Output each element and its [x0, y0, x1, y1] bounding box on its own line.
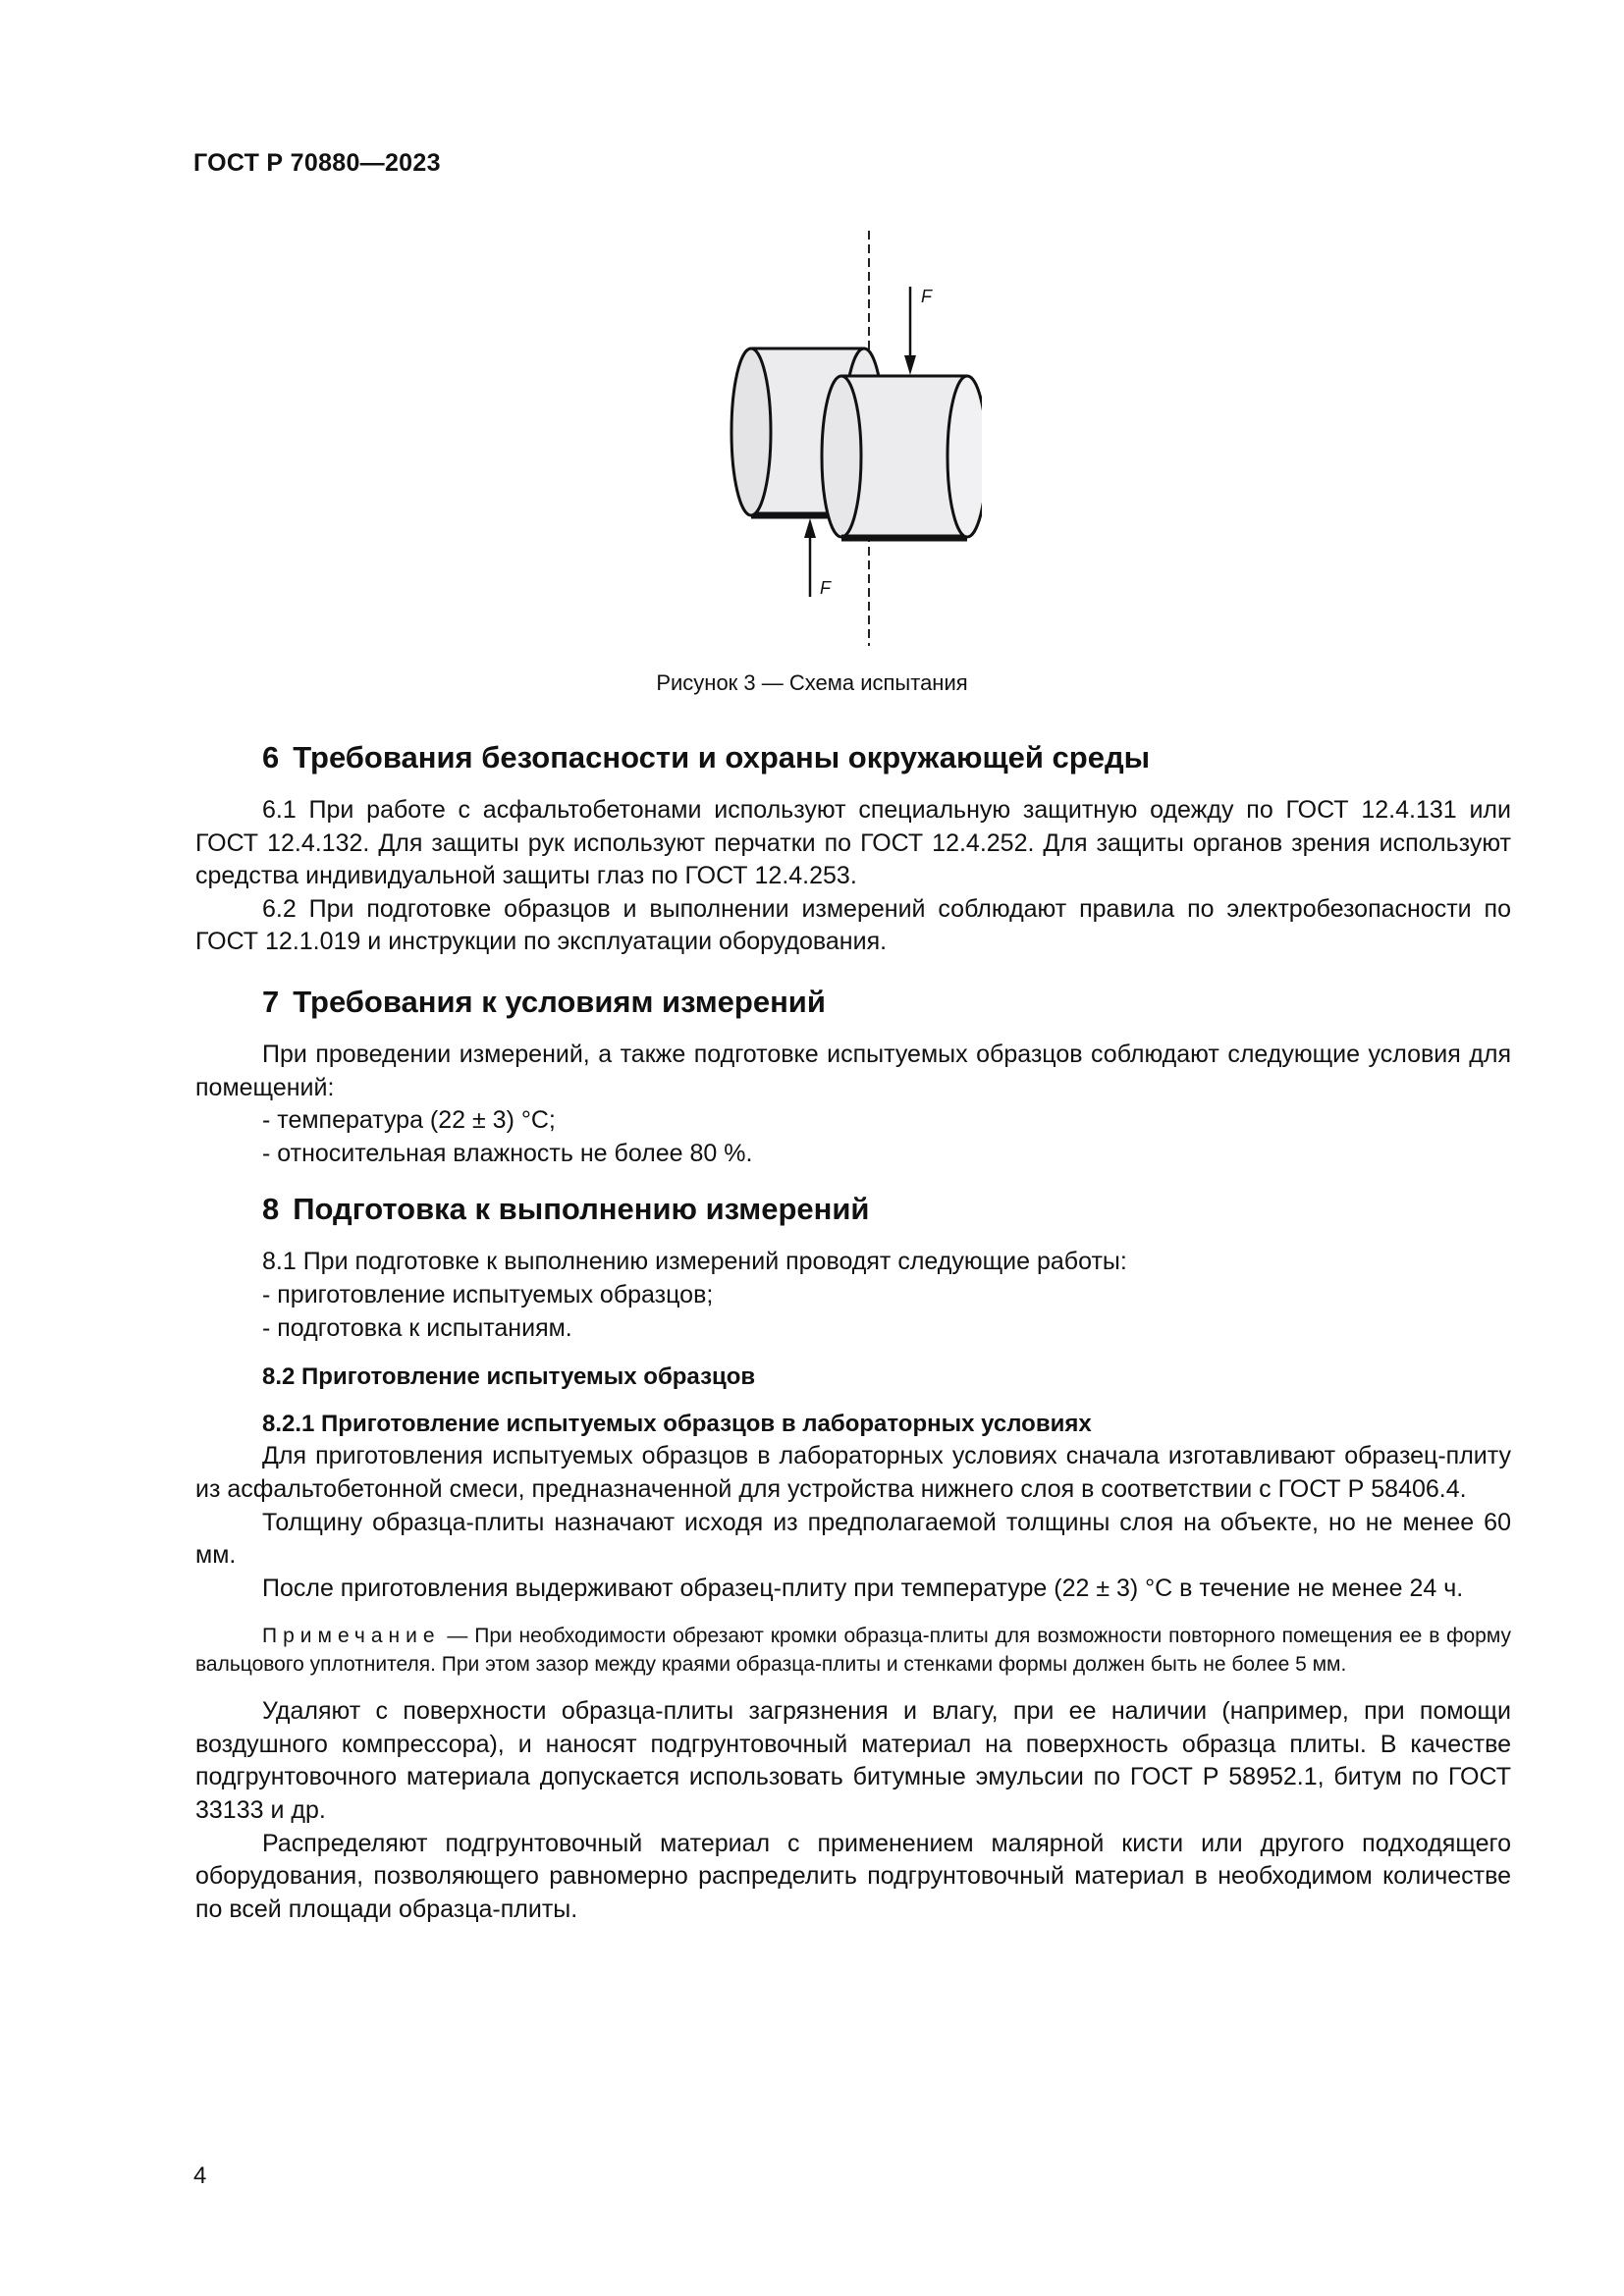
document-header: ГОСТ Р 70880—2023: [193, 149, 441, 177]
force-arrow-top: [904, 287, 916, 375]
paragraph-6-1: 6.1 При работе с асфальтобетонами используют специальную защитную одежду по ГОСТ 12.4.131 или ГОСТ 12.4.132. Для защиты рук используют перчатки по ГОСТ 12.4.252. Для защиты органов зрения используют средства индивидуальной защиты глаз по ГОСТ 12.4.253.: [195, 796, 1511, 890]
paragraph-8-2-1-e: Распределяют подгрунтовочный материал с применением малярной кисти или другого подходящего оборудования, позволяющего равномерно распределить подгрунтовочный материал в необходимом количестве по всей площади образца-плиты.: [195, 1829, 1511, 1923]
note-label: Примечание: [262, 1625, 441, 1648]
paragraph-7-1: При проведении измерений, а также подготовке испытуемых образцов соблюдают следующие условия для помещений:: [195, 1040, 1511, 1101]
paragraph-6-2: 6.2 При подготовке образцов и выполнении измерений соблюдают правила по электробезопасности по ГОСТ 12.1.019 и инструкции по эксплуатации оборудования.: [195, 894, 1511, 956]
section-6-title: Требования безопасности и охраны окружающей среды: [293, 740, 1151, 774]
figure-caption: Рисунок 3 — Схема испытания: [656, 670, 968, 695]
paragraph-8-2-1-b: Толщину образца-плиты назначают исходя из предполагаемой толщины слоя на объекте, но не менее 60 мм.: [195, 1508, 1511, 1570]
list-item: - температура (22 ± 3) °С;: [262, 1106, 556, 1135]
note-text: — При необходимости обрезают кромки образца-плиты для возможности повторного помещения ее в форму вальцового уплотнителя. При этом зазор между краями образца-плиты и стенками формы должен быть не более 5 мм.: [195, 1625, 1511, 1677]
subsection-8-2-heading: 8.2 Приготовление испытуемых образцов: [262, 1363, 756, 1391]
section-7-heading: [195, 983, 1511, 1022]
section-6-number: 6: [262, 740, 280, 774]
paragraph-8-2-1-d: Удаляют с поверхности образца-плиты загрязнения и влагу, при ее наличии (например, при помощи воздушного компрессора), и наносят подгрунтовочный материал на поверхность образца плиты. В качестве подгрунтовочного материала допускается использовать битумные эмульсии по ГОСТ Р 58952.1, битум по ГОСТ 33133 и др.: [195, 1697, 1511, 1825]
note: [195, 1622, 1511, 1679]
list-item: - подготовка к испытаниям.: [262, 1313, 572, 1342]
paragraph-8-2-1-a: Для приготовления испытуемых образцов в лабораторных условиях сначала изготавливают образец-плиту из асфальтобетонной смеси, предназначенной для устройства нижнего слоя в соответствии с ГОСТ Р 58406.4.: [195, 1442, 1511, 1503]
section-6-heading: [195, 738, 1511, 777]
paragraph-8-2-1-c: После приготовления выдерживают образец-плиту при температуре (22 ± 3) °С в течение не менее 24 ч.: [262, 1574, 1464, 1602]
section-7-number: 7: [262, 984, 280, 1019]
right-cylinder: [822, 376, 982, 538]
subsection-8-2-1-heading: 8.2.1 Приготовление испытуемых образцов в лабораторных условиях: [262, 1410, 1092, 1437]
force-label-top: F: [921, 287, 932, 306]
section-8-number: 8: [262, 1192, 280, 1227]
list-item: - приготовление испытуемых образцов;: [262, 1280, 714, 1308]
page-number: 4: [193, 2163, 207, 2189]
section-7-title: Требования к условиям измерений: [293, 984, 826, 1019]
force-label-bottom: F: [820, 578, 831, 598]
paragraph-8-1: 8.1 При подготовке к выполнению измерений проводят следующие работы:: [262, 1248, 1127, 1276]
section-8-heading: [195, 1190, 1511, 1229]
test-scheme-figure: [628, 226, 982, 648]
force-arrow-bottom: [804, 518, 816, 597]
section-8-title: Подготовка к выполнению измерений: [293, 1192, 870, 1227]
list-item: - относительная влажность не более 80 %.: [262, 1139, 753, 1167]
document-body: [195, 738, 1511, 1926]
